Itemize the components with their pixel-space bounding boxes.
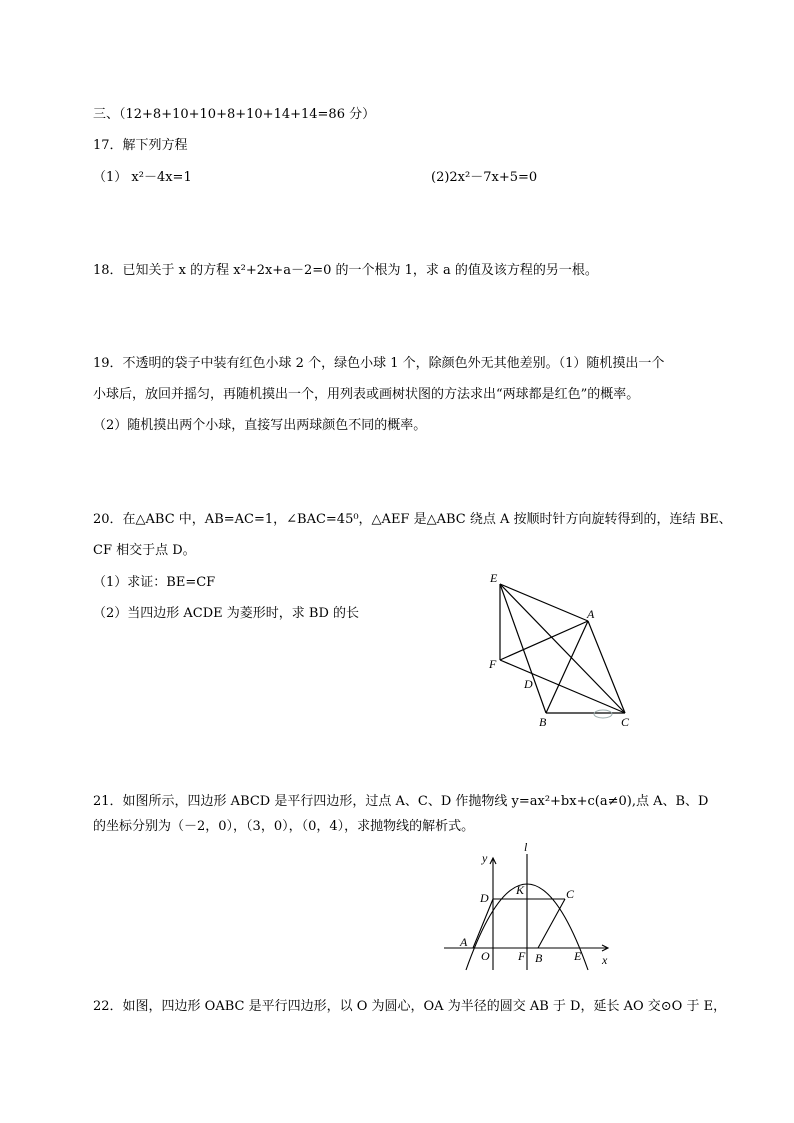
q21-line2: 的坐标分别为（－2，0），（3，0），（0，4），求抛物线的解析式。: [93, 819, 475, 834]
label-y: y: [482, 851, 488, 865]
label-k: K: [516, 883, 525, 897]
q17-part1: （1） x²－4x=1: [93, 170, 192, 185]
label-x: x: [602, 953, 608, 967]
label-d: D: [480, 891, 489, 905]
q17-title: 17．解下列方程: [93, 138, 188, 153]
label-c: C: [621, 715, 630, 729]
label-b: B: [535, 951, 543, 965]
watermark-logo: [594, 710, 612, 718]
label-l: l: [524, 840, 528, 854]
segment-ec: [500, 584, 625, 713]
segment-ad: [473, 899, 493, 948]
q21-line1: 21．如图所示，四边形 ABCD 是平行四边形，过点 A、C、D 作抛物线 y=ax²+bx+c(a≠0),点 A、B、D: [93, 794, 709, 809]
q19-line3: （2）随机摸出两个小球，直接写出两球颜色不同的概率。: [93, 418, 427, 433]
label-e: E: [574, 949, 582, 963]
label-a: A: [587, 607, 595, 621]
q20-geometry-figure: [480, 568, 640, 734]
q20-line1: 20．在△ABC 中，AB=AC=1，∠BAC=45⁰，△AEF 是△ABC 绕点 A 按顺时针方向旋转得到的，连结 BE、: [93, 512, 732, 527]
label-a: A: [460, 935, 468, 949]
segment-af: [500, 621, 588, 660]
segment-ab: [546, 621, 588, 713]
label-b: B: [539, 715, 547, 729]
q20-line2: CF 相交于点 D。: [93, 543, 196, 558]
label-f: F: [518, 949, 526, 963]
label-o: O: [481, 949, 490, 963]
label-c: C: [566, 887, 575, 901]
label-e: E: [490, 571, 498, 585]
segment-bc: [538, 899, 565, 948]
q19-line1: 19．不透明的袋子中装有红色小球 2 个，绿色小球 1 个，除颜色外无其他差别。（1）随机摸出一个: [93, 356, 665, 371]
q20-part2: （2）当四边形 ACDE 为菱形时，求 BD 的长: [93, 606, 360, 621]
q17-part2: (2)2x²－7x+5=0: [431, 170, 538, 185]
section-heading: 三、（12+8+10+10+8+10+14+14=86 分）: [93, 107, 376, 122]
segment-ea: [500, 584, 588, 621]
label-d: D: [524, 677, 533, 691]
segment-eb: [500, 584, 546, 713]
label-f: F: [489, 657, 497, 671]
q19-line2: 小球后，放回并摇匀，再随机摸出一个，用列表或画树状图的方法求出“两球都是红色”的概率。: [93, 387, 640, 402]
q20-part1: （1）求证：BE=CF: [93, 575, 216, 590]
q18-text: 18．已知关于 x 的方程 x²+2x+a－2=0 的一个根为 1，求 a 的值及该方程的另一根。: [93, 263, 598, 278]
q22-line1: 22．如图，四边形 OABC 是平行四边形，以 O 为圆心，OA 为半径的圆交 AB 于 D，延长 AO 交⊙O 于 E，: [93, 999, 727, 1014]
q21-parabola-figure: [438, 840, 618, 975]
